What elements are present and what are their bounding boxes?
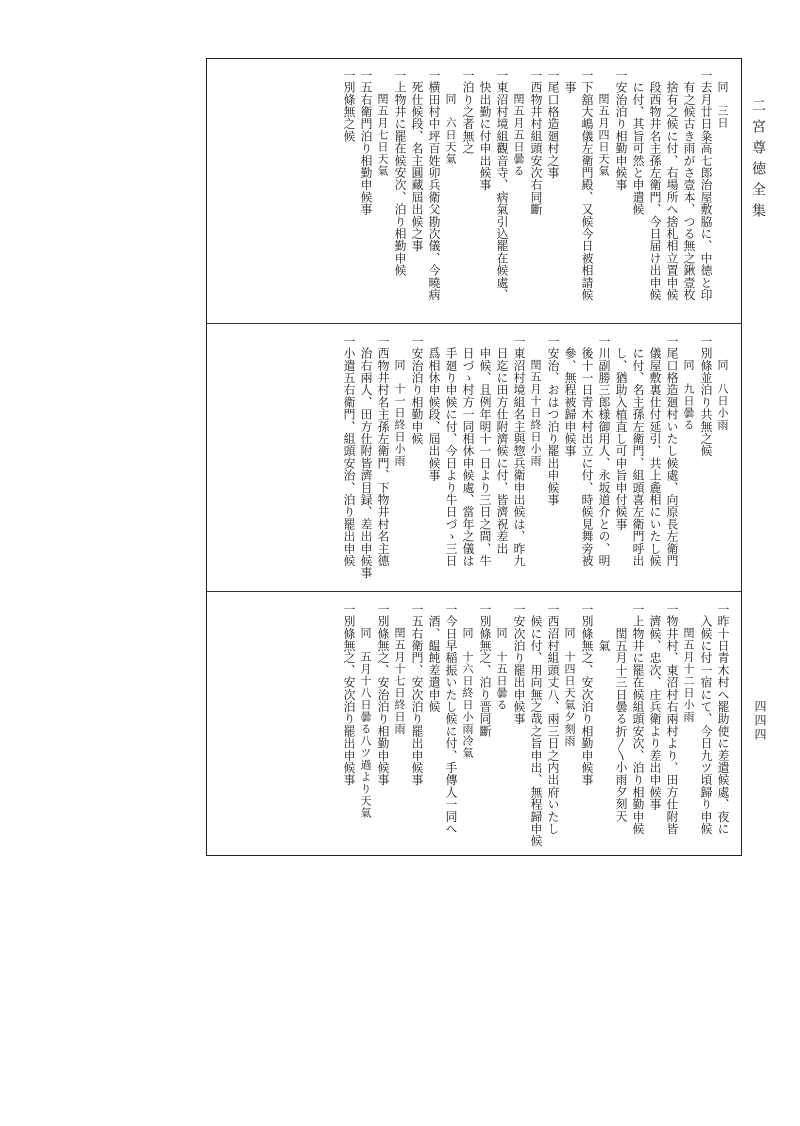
entry-line: 治右兩人、田方仕附皆濟目録、差出申候事 bbox=[359, 335, 373, 579]
entry-line: 申候、且例年明十一日より三日之間、牛 bbox=[478, 335, 492, 567]
date-heading: 同 十五日曇る bbox=[495, 603, 508, 711]
entry-line: 一川副勝三郎様御用人、永坂道介との、明 bbox=[597, 335, 611, 567]
tier-divider bbox=[207, 591, 741, 592]
date-heading: 同 三日 bbox=[716, 69, 729, 129]
date-heading: 閏五月十二日小雨 bbox=[682, 603, 695, 723]
tier-top bbox=[207, 59, 741, 321]
tier-divider bbox=[207, 323, 741, 324]
entry-line: 一別條並泊り共無之候 bbox=[699, 335, 713, 457]
entry-line: 氣 bbox=[597, 603, 611, 652]
entry-line: 一上物井に罷在候安次、泊り相勤申候 bbox=[393, 69, 407, 277]
page-number: 四四四 bbox=[753, 700, 767, 742]
entry-line: 一尾口格造廻村いたし候處、向原長左衛門 bbox=[665, 335, 679, 567]
entry-line: 候に付、用向無之哉之旨申出、無程歸申候 bbox=[529, 603, 543, 847]
entry-line: 酒、饂飩差遣申候 bbox=[427, 603, 441, 713]
entry-line: 一安治、おはつ泊り罷出申候事 bbox=[546, 335, 560, 506]
tier-middle bbox=[207, 325, 741, 589]
entry-line: 後十一日青木村出立に付、時候見舞旁被 bbox=[580, 335, 594, 567]
date-heading: 同 五月十八日曇る八ツ過より天氣 bbox=[359, 603, 372, 819]
entry-line: 一西沼村組頭丈八、兩三日之内出府いたし bbox=[546, 603, 560, 835]
date-heading: 閏五月四日天氣 bbox=[597, 69, 610, 177]
entry-line: 一安治泊り相勤申候事 bbox=[614, 69, 628, 191]
entry-line: 一横田村中坪百姓卯兵衛父勘次儀、今曉病 bbox=[427, 69, 441, 301]
entry-line: 一上物井に罷在候組頭安次、泊り相勤申候 bbox=[631, 603, 645, 835]
entry-line: 日迄に田方仕附濟候に付、皆濟祝差出 bbox=[495, 335, 509, 555]
entry-line: 日づゝ村方一同相休申候處、當年之儀は bbox=[461, 335, 475, 567]
date-heading: 同 十四日天氣夕刻雨 bbox=[563, 603, 576, 747]
entry-line: 一五右衛門、安次泊り罷出申候事 bbox=[410, 603, 424, 786]
entry-line: 爲相休申候段、屆出候事 bbox=[427, 335, 441, 482]
entry-line: 一去月廿日粂高七郎治屋敷脇に、中徳と印 bbox=[699, 69, 713, 301]
entry-line: 一昨十日青木村へ罷助使に差遣候處、夜に bbox=[716, 603, 730, 835]
entry-line: 一別條無之、安次泊り罷出申候事 bbox=[342, 603, 356, 786]
entry-line: 一下舘大嶋儀左衛門殿、又候今日被相請候 bbox=[580, 69, 594, 301]
entry-line: 一今日早稲振いたし候に付、手傳人一同へ bbox=[444, 603, 458, 835]
entry-line: 濟候、忠次、庄兵衛より差出申候事 bbox=[648, 603, 662, 811]
entry-line: 有之候古き雨がさ壹本、つる無之鍬壹枚 bbox=[682, 69, 696, 301]
entry-line: 死仕候段、名主圓藏屆出候之事 bbox=[410, 69, 424, 252]
date-heading: 同 十六日終日小雨冷氣 bbox=[461, 603, 474, 759]
entry-line: 一安次泊り罷出申候事 bbox=[512, 603, 526, 725]
entry-line: 事 bbox=[563, 69, 577, 94]
date-heading: 閏五月七日天氣 bbox=[376, 69, 389, 177]
entry-line: 一物井村、東沼村右兩村より、田方仕附皆 bbox=[665, 603, 679, 835]
date-heading: 同 九日曇る bbox=[682, 335, 695, 431]
entry-line: 一別條無之候 bbox=[342, 69, 356, 143]
entry-line: 段西物井名主孫左衛門、今日届け出申候 bbox=[648, 69, 662, 301]
entry-line: 一尾口格造廻村之事 bbox=[546, 69, 560, 179]
tier-bottom bbox=[207, 593, 741, 855]
entry-line: 一安治泊り相勤申候 bbox=[410, 335, 424, 445]
entry-line: 一泊り之者無之 bbox=[461, 69, 475, 155]
entry-line: 捨有之候に付、右場所へ捨札相立置申候 bbox=[665, 69, 679, 301]
entry-line: 閏五月十三日曇る折〳〵小雨夕刻天 bbox=[614, 603, 628, 823]
entry-line: し、猶助入植直し可申旨申付候事 bbox=[614, 335, 628, 531]
entry-line: 入候に付一宿にて、今日九ツ頃歸り申候 bbox=[699, 603, 713, 835]
date-heading: 閏五月十七日終日雨 bbox=[393, 603, 406, 735]
entry-line: 手廻り申候に付、今日より牛日づゝ三日 bbox=[444, 335, 458, 567]
entry-line: 快出勤に付申出候事 bbox=[478, 69, 492, 191]
date-heading: 閏五月十日終日小雨 bbox=[529, 335, 542, 467]
entry-line: 一小遣五右衛門、組頭安治、泊り罷出申候 bbox=[342, 335, 356, 567]
entry-line: 一別條無之、泊り晋同斷 bbox=[478, 603, 492, 738]
entry-line: 參、無程被歸申候事 bbox=[563, 335, 577, 457]
entry-line: 儀屋敷裏仕付延引、共上麁相にいたし候 bbox=[648, 335, 662, 567]
date-heading: 同 六日天氣 bbox=[444, 69, 457, 165]
entry-line: 一別條無之、安治泊り相勤申候事 bbox=[376, 603, 390, 786]
entry-line: に付、名主孫左衛門、組頭喜左衛門呼出 bbox=[631, 335, 645, 567]
entry-line: に付、其旨可然と申遣候 bbox=[631, 69, 645, 216]
entry-line: 一別條無之、安次泊り相勤申候事 bbox=[580, 603, 594, 786]
entry-line: 一西物井村名主孫左衛門、下物井村名主德 bbox=[376, 335, 390, 567]
entry-line: 一五右衛門泊り相勤申候事 bbox=[359, 69, 373, 216]
running-title: 二宮尊徳全集 bbox=[750, 98, 766, 224]
entry-line: 一東沼村境組名主與惣兵衛申出候は、昨九 bbox=[512, 335, 526, 567]
entry-line: 一西物井村組頭安次右同斷 bbox=[529, 69, 543, 216]
text-frame bbox=[206, 58, 742, 856]
entry-line: 一東沼村境組觀音寺、病氣引込罷在候處、 bbox=[495, 69, 509, 301]
date-heading: 同 十一日終日小雨 bbox=[393, 335, 406, 467]
date-heading: 閏五月五日曇る bbox=[512, 69, 525, 177]
date-heading: 同 八日小雨 bbox=[716, 335, 729, 431]
